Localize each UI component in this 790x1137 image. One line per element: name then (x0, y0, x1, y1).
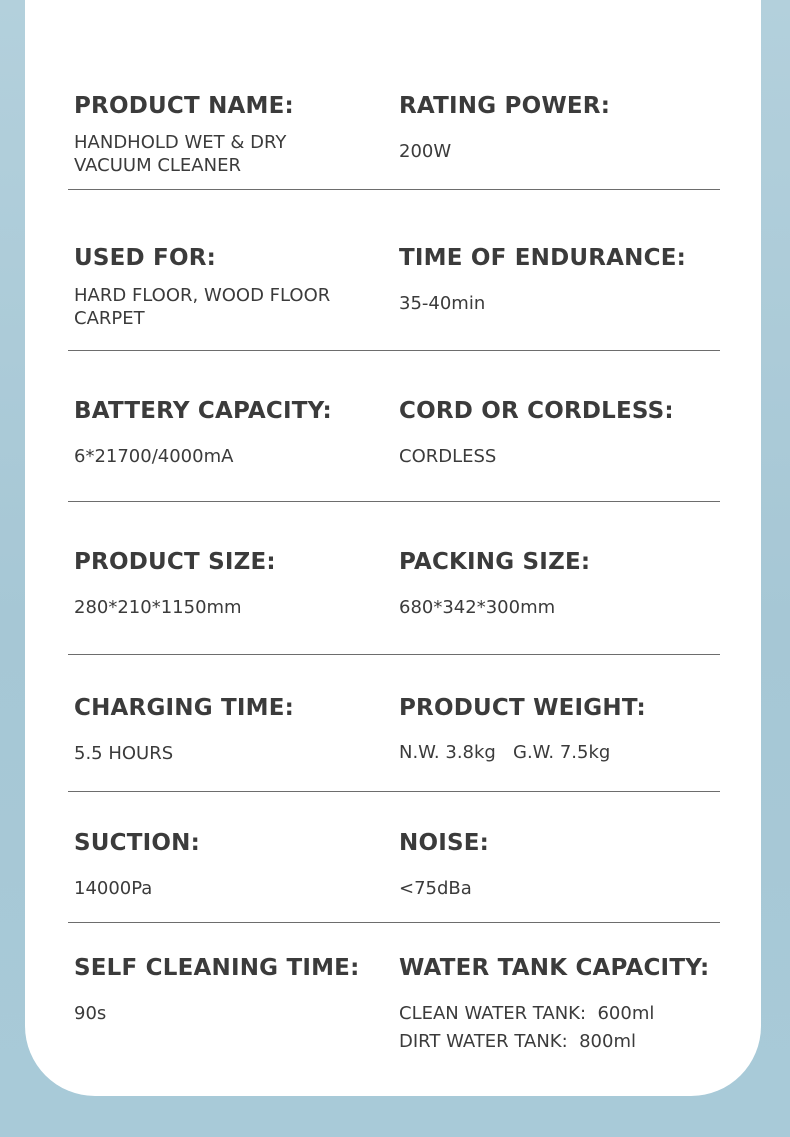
noise-value: <75dBa (399, 878, 472, 899)
product-size-value: 280*210*1150mm (74, 597, 242, 618)
water-tank-dirt-value: DIRT WATER TANK: 800ml (399, 1031, 636, 1052)
rating-power-value: 200W (399, 141, 452, 162)
used-for-label: USED FOR: (74, 245, 217, 271)
packing-size-value: 680*342*300mm (399, 597, 556, 618)
water-tank-capacity-label: WATER TANK CAPACITY: (399, 955, 710, 981)
used-for-value-line2: CARPET (74, 308, 145, 329)
divider (68, 501, 720, 502)
water-tank-clean-value: CLEAN WATER TANK: 600ml (399, 1003, 655, 1024)
cord-or-cordless-value: CORDLESS (399, 446, 497, 467)
suction-value: 14000Pa (74, 878, 153, 899)
divider (68, 654, 720, 655)
packing-size-label: PACKING SIZE: (399, 549, 591, 575)
product-weight-label: PRODUCT WEIGHT: (399, 695, 646, 721)
time-of-endurance-label: TIME OF ENDURANCE: (399, 245, 687, 271)
battery-capacity-value: 6*21700/4000mA (74, 446, 234, 467)
divider (68, 922, 720, 923)
divider (68, 189, 720, 190)
product-weight-value: N.W. 3.8kg G.W. 7.5kg (399, 742, 611, 763)
product-name-value-line2: VACUUM CLEANER (74, 155, 241, 176)
charging-time-value: 5.5 HOURS (74, 743, 174, 764)
suction-label: SUCTION: (74, 830, 200, 856)
divider (68, 791, 720, 792)
cord-or-cordless-label: CORD OR CORDLESS: (399, 398, 674, 424)
battery-capacity-label: BATTERY CAPACITY: (74, 398, 332, 424)
self-cleaning-time-label: SELF CLEANING TIME: (74, 955, 360, 981)
product-size-label: PRODUCT SIZE: (74, 549, 276, 575)
time-of-endurance-value: 35-40min (399, 293, 486, 314)
divider (68, 350, 720, 351)
used-for-value-line1: HARD FLOOR, WOOD FLOOR (74, 285, 331, 306)
rating-power-label: RATING POWER: (399, 93, 611, 119)
charging-time-label: CHARGING TIME: (74, 695, 295, 721)
product-name-value-line1: HANDHOLD WET & DRY (74, 132, 287, 153)
self-cleaning-time-value: 90s (74, 1003, 107, 1024)
noise-label: NOISE: (399, 830, 490, 856)
product-name-label: PRODUCT NAME: (74, 93, 294, 119)
